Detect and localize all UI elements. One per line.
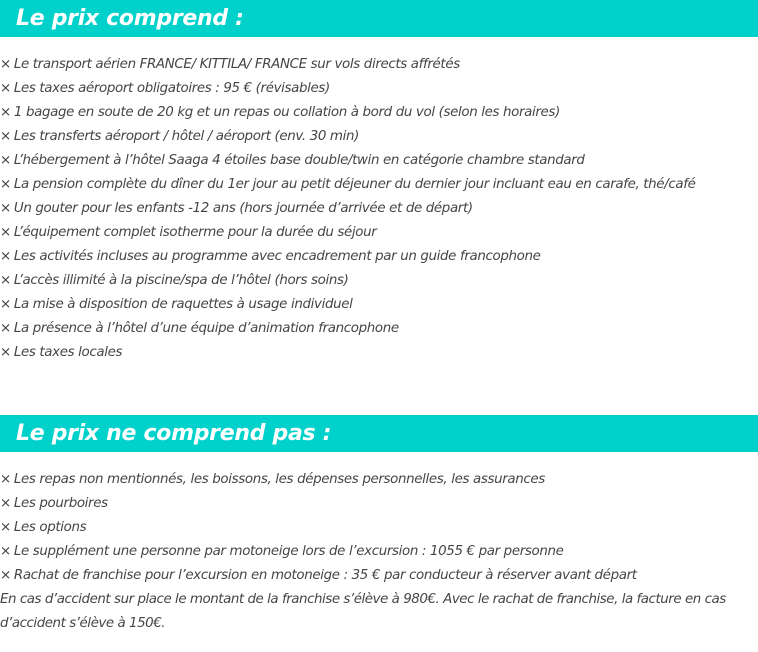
list-item-text: Rachat de franchise pour l’excursion en motoneige : 35 € par conducteur à réserver avant départ xyxy=(13,568,637,583)
list-item-text: Un gouter pour les enfants -12 ans (hors journée d’arrivée et de départ) xyxy=(13,201,473,216)
cross-bullet-icon: × xyxy=(0,81,11,96)
list-item xyxy=(0,564,758,588)
list-item-text: Les transferts aéroport / hôtel / aéroport (env. 30 min) xyxy=(13,129,360,144)
cross-bullet-icon: × xyxy=(0,273,11,288)
cross-bullet-icon: × xyxy=(0,57,11,72)
cross-bullet-icon: × xyxy=(0,520,11,535)
cross-bullet-icon: × xyxy=(0,153,11,168)
list-item xyxy=(0,269,758,293)
cross-bullet-icon: × xyxy=(0,297,11,312)
cross-bullet-icon: × xyxy=(0,129,11,144)
included-section-header xyxy=(0,0,758,37)
cross-bullet-icon: × xyxy=(0,201,11,216)
list-item-text: L’équipement complet isotherme pour la durée du séjour xyxy=(13,225,377,240)
list-item xyxy=(0,540,758,564)
list-item-text: Le transport aérien FRANCE/ KITTILA/ FRANCE sur vols directs affrétés xyxy=(13,57,460,72)
cross-bullet-icon: × xyxy=(0,177,11,192)
cross-bullet-icon: × xyxy=(0,544,11,559)
list-item xyxy=(0,492,758,516)
franchise-note: En cas d’accident sur place le montant de la franchise s’élève à 980€. Avec le rachat de franchise, la facture en cas d’accident s’élève à 150€. xyxy=(0,592,726,631)
excluded-list xyxy=(0,468,758,588)
cross-bullet-icon: × xyxy=(0,225,11,240)
list-item-text: Les pourboires xyxy=(13,496,108,511)
list-item-text: Les repas non mentionnés, les boissons, les dépenses personnelles, les assurances xyxy=(13,472,545,487)
list-item xyxy=(0,317,758,341)
included-list xyxy=(0,53,758,365)
list-item xyxy=(0,221,758,245)
list-item-text: La présence à l’hôtel d’une équipe d’animation francophone xyxy=(13,321,399,336)
excluded-section-title: Le prix ne comprend pas : xyxy=(16,421,332,446)
list-item xyxy=(0,173,758,197)
list-item-text: Le supplément une personne par motoneige lors de l’excursion : 1055 € par personne xyxy=(13,544,564,559)
list-item xyxy=(0,77,758,101)
list-item xyxy=(0,245,758,269)
excluded-section-header xyxy=(0,415,758,452)
list-item xyxy=(0,341,758,365)
list-item xyxy=(0,149,758,173)
list-item xyxy=(0,53,758,77)
list-item-text: Les options xyxy=(13,520,87,535)
list-item-text: Les taxes locales xyxy=(13,345,123,360)
cross-bullet-icon: × xyxy=(0,568,11,583)
cross-bullet-icon: × xyxy=(0,105,11,120)
included-section-title: Le prix comprend : xyxy=(16,6,244,31)
list-item-text: Les taxes aéroport obligatoires : 95 € (révisables) xyxy=(13,81,330,96)
list-item-text: La mise à disposition de raquettes à usage individuel xyxy=(13,297,353,312)
list-item xyxy=(0,293,758,317)
list-item-text: L’hébergement à l’hôtel Saaga 4 étoiles base double/twin en catégorie chambre standard xyxy=(13,153,585,168)
list-item xyxy=(0,516,758,540)
cross-bullet-icon: × xyxy=(0,345,11,360)
cross-bullet-icon: × xyxy=(0,496,11,511)
list-item-text: 1 bagage en soute de 20 kg et un repas ou collation à bord du vol (selon les horaires) xyxy=(13,105,560,120)
list-item xyxy=(0,468,758,492)
list-item-text: La pension complète du dîner du 1er jour au petit déjeuner du dernier jour incluant eau en carafe, thé/café xyxy=(13,177,696,192)
cross-bullet-icon: × xyxy=(0,321,11,336)
list-item-text: Les activités incluses au programme avec encadrement par un guide francophone xyxy=(13,249,541,264)
list-item xyxy=(0,101,758,125)
cross-bullet-icon: × xyxy=(0,472,11,487)
list-item xyxy=(0,125,758,149)
list-item xyxy=(0,197,758,221)
list-item-text: L’accès illimité à la piscine/spa de l’hôtel (hors soins) xyxy=(13,273,349,288)
cross-bullet-icon: × xyxy=(0,249,11,264)
